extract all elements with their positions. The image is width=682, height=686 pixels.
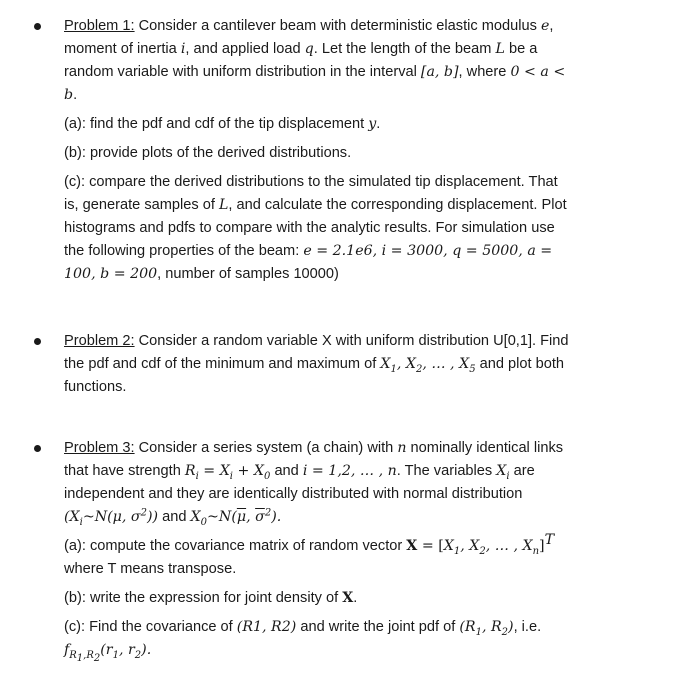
- bullet-icon: [34, 445, 41, 452]
- problem-1-part-b: (b): provide plots of the derived distributions.: [64, 145, 352, 161]
- problem-3-part-c: (c): Find the covariance of (R1, R2) and write the joint pdf of ($R_1$, $R_2$), i.e. $f_{R_1,R_2}(r_1$, $r_2$).: [64, 619, 542, 664]
- problem-3-title: Problem 3:: [64, 440, 135, 456]
- xi-distribution: ($X_i\sim N(\mu$, $\sigma^2$)): [64, 507, 159, 528]
- x0-distribution: $X_0\sim N(\overline{\mu}$, $\overline{\sigma}^2$).: [190, 507, 282, 528]
- problem-1-text: Problem 1: Consider a cantilever beam with deterministic elastic modulus e, moment of inertia i, and applied load q. Let the length of the beam L be a random variable with uniform distribution in the interval [a, b], where 0 < a < b.: [64, 18, 566, 103]
- problem-1: [64, 15, 624, 286]
- bullet-icon: [34, 23, 41, 30]
- variable-xi: $X_i$: [496, 463, 510, 482]
- bullet-icon: [34, 338, 41, 345]
- problem-3-part-a: (a): compute the covariance matrix of random vector $X = [X_1$, $X_2$, … , $X_n]^T$ where T means transpose.: [64, 532, 555, 577]
- problem-3-part-b: (b): write the expression for joint density of X.: [64, 590, 358, 606]
- problem-1-part-c: (c): compare the derived distributions to the simulated tip displacement. That is, generate samples of L, and calculate the corresponding displacement. Plot histograms and pdfs to compare with the analytic results. For simulation use the following properties of the beam: e = 2.1e6, i = 3000, q = 5000, a = 100, b = 200, number of samples 10000): [64, 174, 567, 282]
- r-pair: ($R_1$, $R_2$): [459, 619, 514, 638]
- index-range: i = 1,2, … , n: [302, 463, 397, 479]
- problem-1-part-a: (a): find the pdf and cdf of the tip displacement y.: [64, 116, 381, 132]
- problem-3: [64, 437, 624, 662]
- problem-3-text: Problem 3: Consider a series system (a chain) with n nominally identical links that have strength $R_i = X_i + X_0$ and i = 1,2, … , n. The variables $X_i$ are independent and they are identically distributed with normal distribution ($X_i\sim N(\mu$, $\sigma^2$)) and $X_0\sim N(\overline{\mu}$, $\overline{\sigma}^2$).: [64, 440, 564, 528]
- problem-2: [64, 330, 624, 399]
- variable-list: $X_1$, $X_2$, … , $X_5$: [380, 356, 476, 375]
- problem-2-text: Problem 2: Consider a random variable X with uniform distribution U[0,1]. Find the pdf and cdf of the minimum and maximum of $X_1$, $X_2$, … , $X_5$ and plot both functions.: [64, 333, 569, 395]
- joint-pdf-expression: $f_{R_1,R_2}(r_1$, $r_2$).: [64, 642, 152, 664]
- strength-equation: $R_i = X_i + X_0$: [184, 463, 271, 482]
- problem-1-title: Problem 1:: [64, 18, 135, 34]
- problem-2-title: Problem 2:: [64, 333, 135, 349]
